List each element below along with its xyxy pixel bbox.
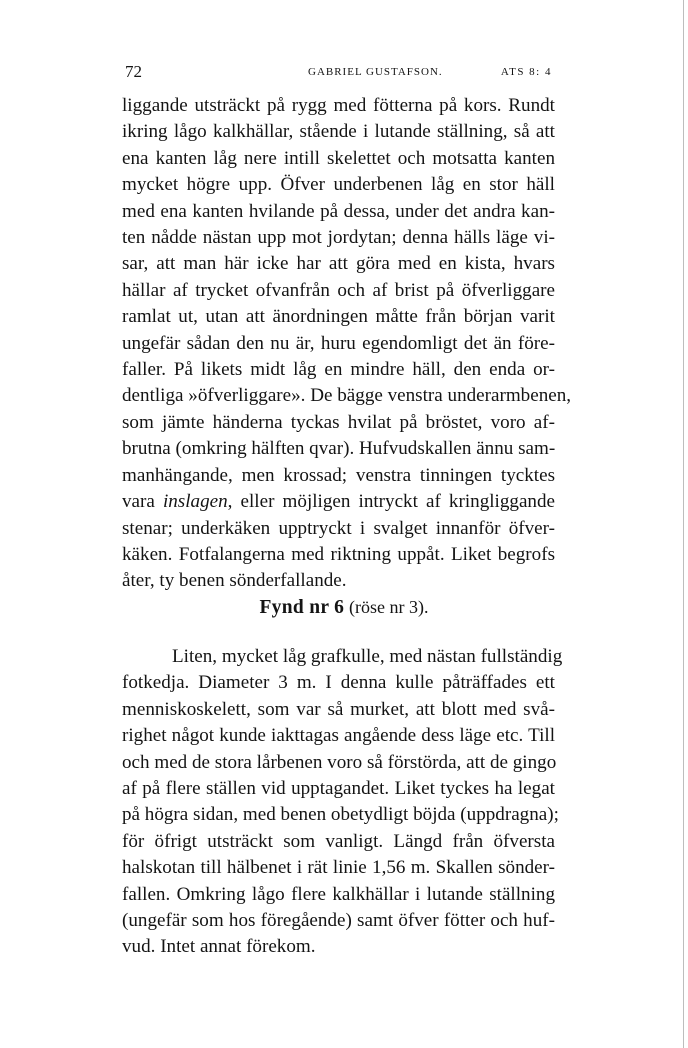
section-heading — [0, 597, 688, 619]
text-line: och med de stora lårbenen voro så förstörda, att de gingo — [122, 751, 557, 773]
section-heading-subtitle: (röse nr 3). — [349, 597, 429, 617]
text-line: ten nådde nästan upp mot jordytan; denna hälls läge vi- — [122, 227, 555, 249]
page-edge-line — [683, 0, 684, 1048]
text-line: (ungefär som hos föregående) samt öfver fötter och huf- — [122, 910, 555, 932]
text-line: ena kanten låg nere intill skelettet och motsatta kanten — [122, 147, 555, 169]
text-line: för öfrigt utsträckt som vanligt. Längd från öfversta — [122, 830, 555, 852]
page-number: 72 — [125, 62, 142, 81]
text-line: halskotan till hälbenet i rät linie 1,56 m. Skallen sönder- — [122, 857, 555, 879]
text-line: dentliga »öfverliggare». De bägge venstra underarmbenen, — [122, 385, 572, 407]
running-title: GABRIEL GUSTAFSON. — [308, 66, 443, 78]
text-line: med ena kanten hvilande på dessa, under det andra kan- — [122, 200, 555, 222]
text-line: hällar af trycket ofvanfrån och af brist på öfverliggare — [122, 279, 555, 301]
text-line: brutna (omkring hälften qvar). Hufvudskallen ännu sam- — [122, 438, 556, 460]
text-line: på högra sidan, med benen obetydligt böjda (uppdragna); — [122, 804, 559, 826]
page-header — [122, 62, 554, 86]
paragraph-1 — [122, 93, 572, 595]
text-line: mycket högre upp. Öfver underbenen låg en stor häll — [122, 174, 555, 196]
section-heading-title: Fynd nr 6 — [259, 597, 345, 618]
text-line: som jämte händerna tyckas hvilat på bröstet, voro af- — [122, 411, 555, 433]
text-line: Liten, mycket låg grafkulle, med nästan fullständig — [172, 646, 563, 667]
text-line: fotkedja. Diameter 3 m. I denna kulle påträffades ett — [122, 672, 555, 694]
text-line: menniskoskelett, som var så murket, att blott med svå- — [122, 698, 555, 720]
text-line: vud. Intet annat förekom. — [122, 936, 316, 958]
text-line: ungefär sådan den nu är, huru egendomligt det än före- — [122, 332, 555, 354]
text-line: fallen. Omkring lågo flere kalkhällar i lutande ställning — [122, 883, 555, 905]
text-line: af på flere ställen vid upptagandet. Liket tyckes ha legat — [122, 778, 555, 800]
series-reference: ATS 8: 4 — [500, 66, 552, 78]
text-line: faller. På likets midt låg en mindre häll, den enda or- — [122, 359, 555, 381]
text-line: liggande utsträckt på rygg med fötterna på kors. Rundt — [122, 95, 555, 116]
text-line: manhängande, men krossad; venstra tinningen tycktes — [122, 464, 555, 486]
text-line-with-italic: vara inslagen, eller möjligen intryckt af kringliggande — [122, 491, 555, 513]
text-line: righet något kunde iakttagas angående dess läge etc. Till — [122, 725, 555, 747]
text-line: stenar; underkäken upptryckt i svalget innanför öfver- — [122, 517, 555, 539]
text-line: ikring lågo kalkhällar, stående i lutande ställning, så att — [122, 121, 555, 143]
text-line: käken. Fotfalangerna med riktning uppåt. Liket begrofs — [122, 543, 555, 565]
text-line: ramlat ut, utan att änordningen måtte från början varit — [122, 306, 555, 328]
text-line: sar, att man här icke har att göra med en kista, hvars — [122, 253, 555, 275]
paragraph-2 — [122, 644, 563, 961]
text-line: åter, ty benen sönderfallande. — [122, 570, 347, 592]
